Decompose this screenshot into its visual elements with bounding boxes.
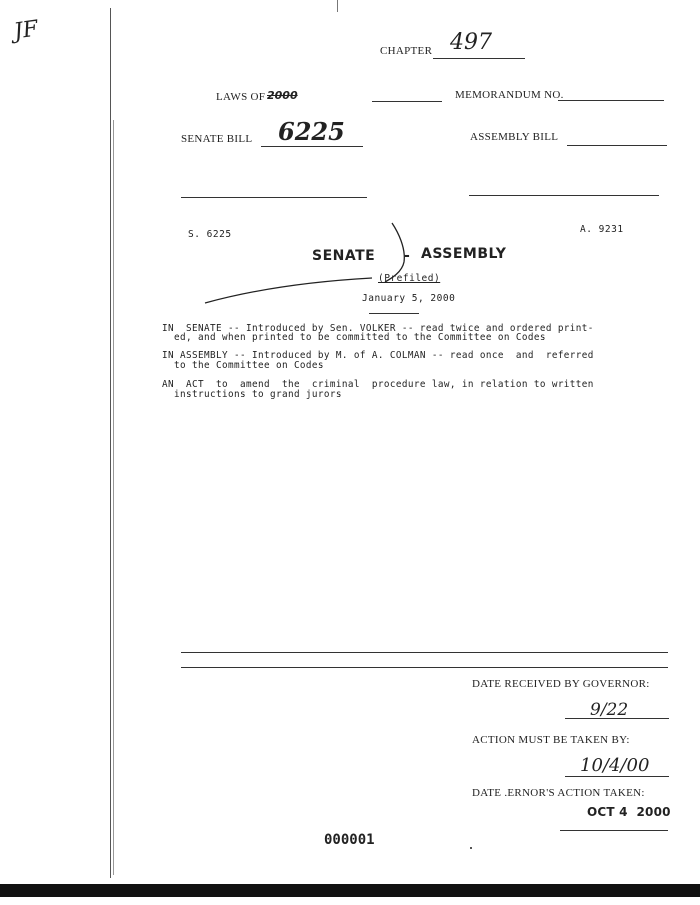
date-received-underline xyxy=(565,718,669,719)
senate-introduction-line-1: IN SENATE -- Introduced by Sen. VOLKER -- read twice and ordered print- xyxy=(162,323,594,334)
chapter-label: CHAPTER xyxy=(380,45,433,57)
chapter-underline xyxy=(433,58,525,59)
senate-bill-number: 6225 xyxy=(278,117,345,146)
footer-rule-2 xyxy=(181,667,668,668)
memorandum-label: MEMORANDUM NO. xyxy=(455,89,564,101)
action-taken-stamp: OCT 4 2000 xyxy=(587,805,671,819)
action-taken-underline xyxy=(560,830,668,831)
senate-introduction-line-2: ed, and when printed to be committed to the Committee on Codes xyxy=(162,332,546,343)
act-description-line-2: instructions to grand jurors xyxy=(162,389,342,400)
binding-rule-inner xyxy=(113,120,114,875)
blank-line-right xyxy=(469,195,659,196)
assembly-introduction-line-1: IN ASSEMBLY -- Introduced by M. of A. COLMAN -- read once and referred xyxy=(162,350,594,361)
top-tick xyxy=(337,0,338,12)
action-deadline-label: ACTION MUST BE TAKEN BY: xyxy=(472,734,630,746)
action-deadline-value: 10/4/00 xyxy=(580,755,650,776)
laws-of-underline xyxy=(372,101,442,102)
footer-rule-1 xyxy=(181,652,668,653)
memorandum-underline xyxy=(558,100,664,101)
prefiled-label: (Prefiled) xyxy=(378,273,441,284)
scan-speck xyxy=(470,847,472,849)
heading-dash: - xyxy=(404,248,411,264)
date-received-label: DATE RECEIVED BY GOVERNOR: xyxy=(472,678,650,690)
assembly-bill-label: ASSEMBLY BILL xyxy=(470,131,559,143)
chapter-number: 497 xyxy=(450,30,492,55)
assembly-heading: ASSEMBLY xyxy=(421,246,507,262)
bottom-scan-bar xyxy=(0,884,700,897)
corner-initials: JF xyxy=(12,16,40,45)
senate-bill-underline xyxy=(261,146,363,147)
assembly-number: A. 9231 xyxy=(580,224,624,235)
laws-of-label: LAWS OF xyxy=(216,91,266,103)
act-description-line-1: AN ACT to amend the criminal procedure law, in relation to written xyxy=(162,379,594,390)
laws-of-year: 2000 xyxy=(267,89,298,102)
date-underline xyxy=(369,313,419,314)
blank-line-left xyxy=(181,197,367,198)
action-deadline-underline xyxy=(565,776,669,777)
senate-number: S. 6225 xyxy=(188,229,232,240)
binding-rule xyxy=(110,8,111,878)
date-received-value: 9/22 xyxy=(590,700,629,720)
senate-heading: SENATE xyxy=(312,248,376,264)
senate-bill-label: SENATE BILL xyxy=(181,133,253,145)
assembly-introduction-line-2: to the Committee on Codes xyxy=(162,360,324,371)
page-number: 000001 xyxy=(324,832,375,848)
assembly-bill-underline xyxy=(567,145,667,146)
bill-date: January 5, 2000 xyxy=(362,293,456,304)
action-taken-label: DATE .ERNOR'S ACTION TAKEN: xyxy=(472,787,645,799)
